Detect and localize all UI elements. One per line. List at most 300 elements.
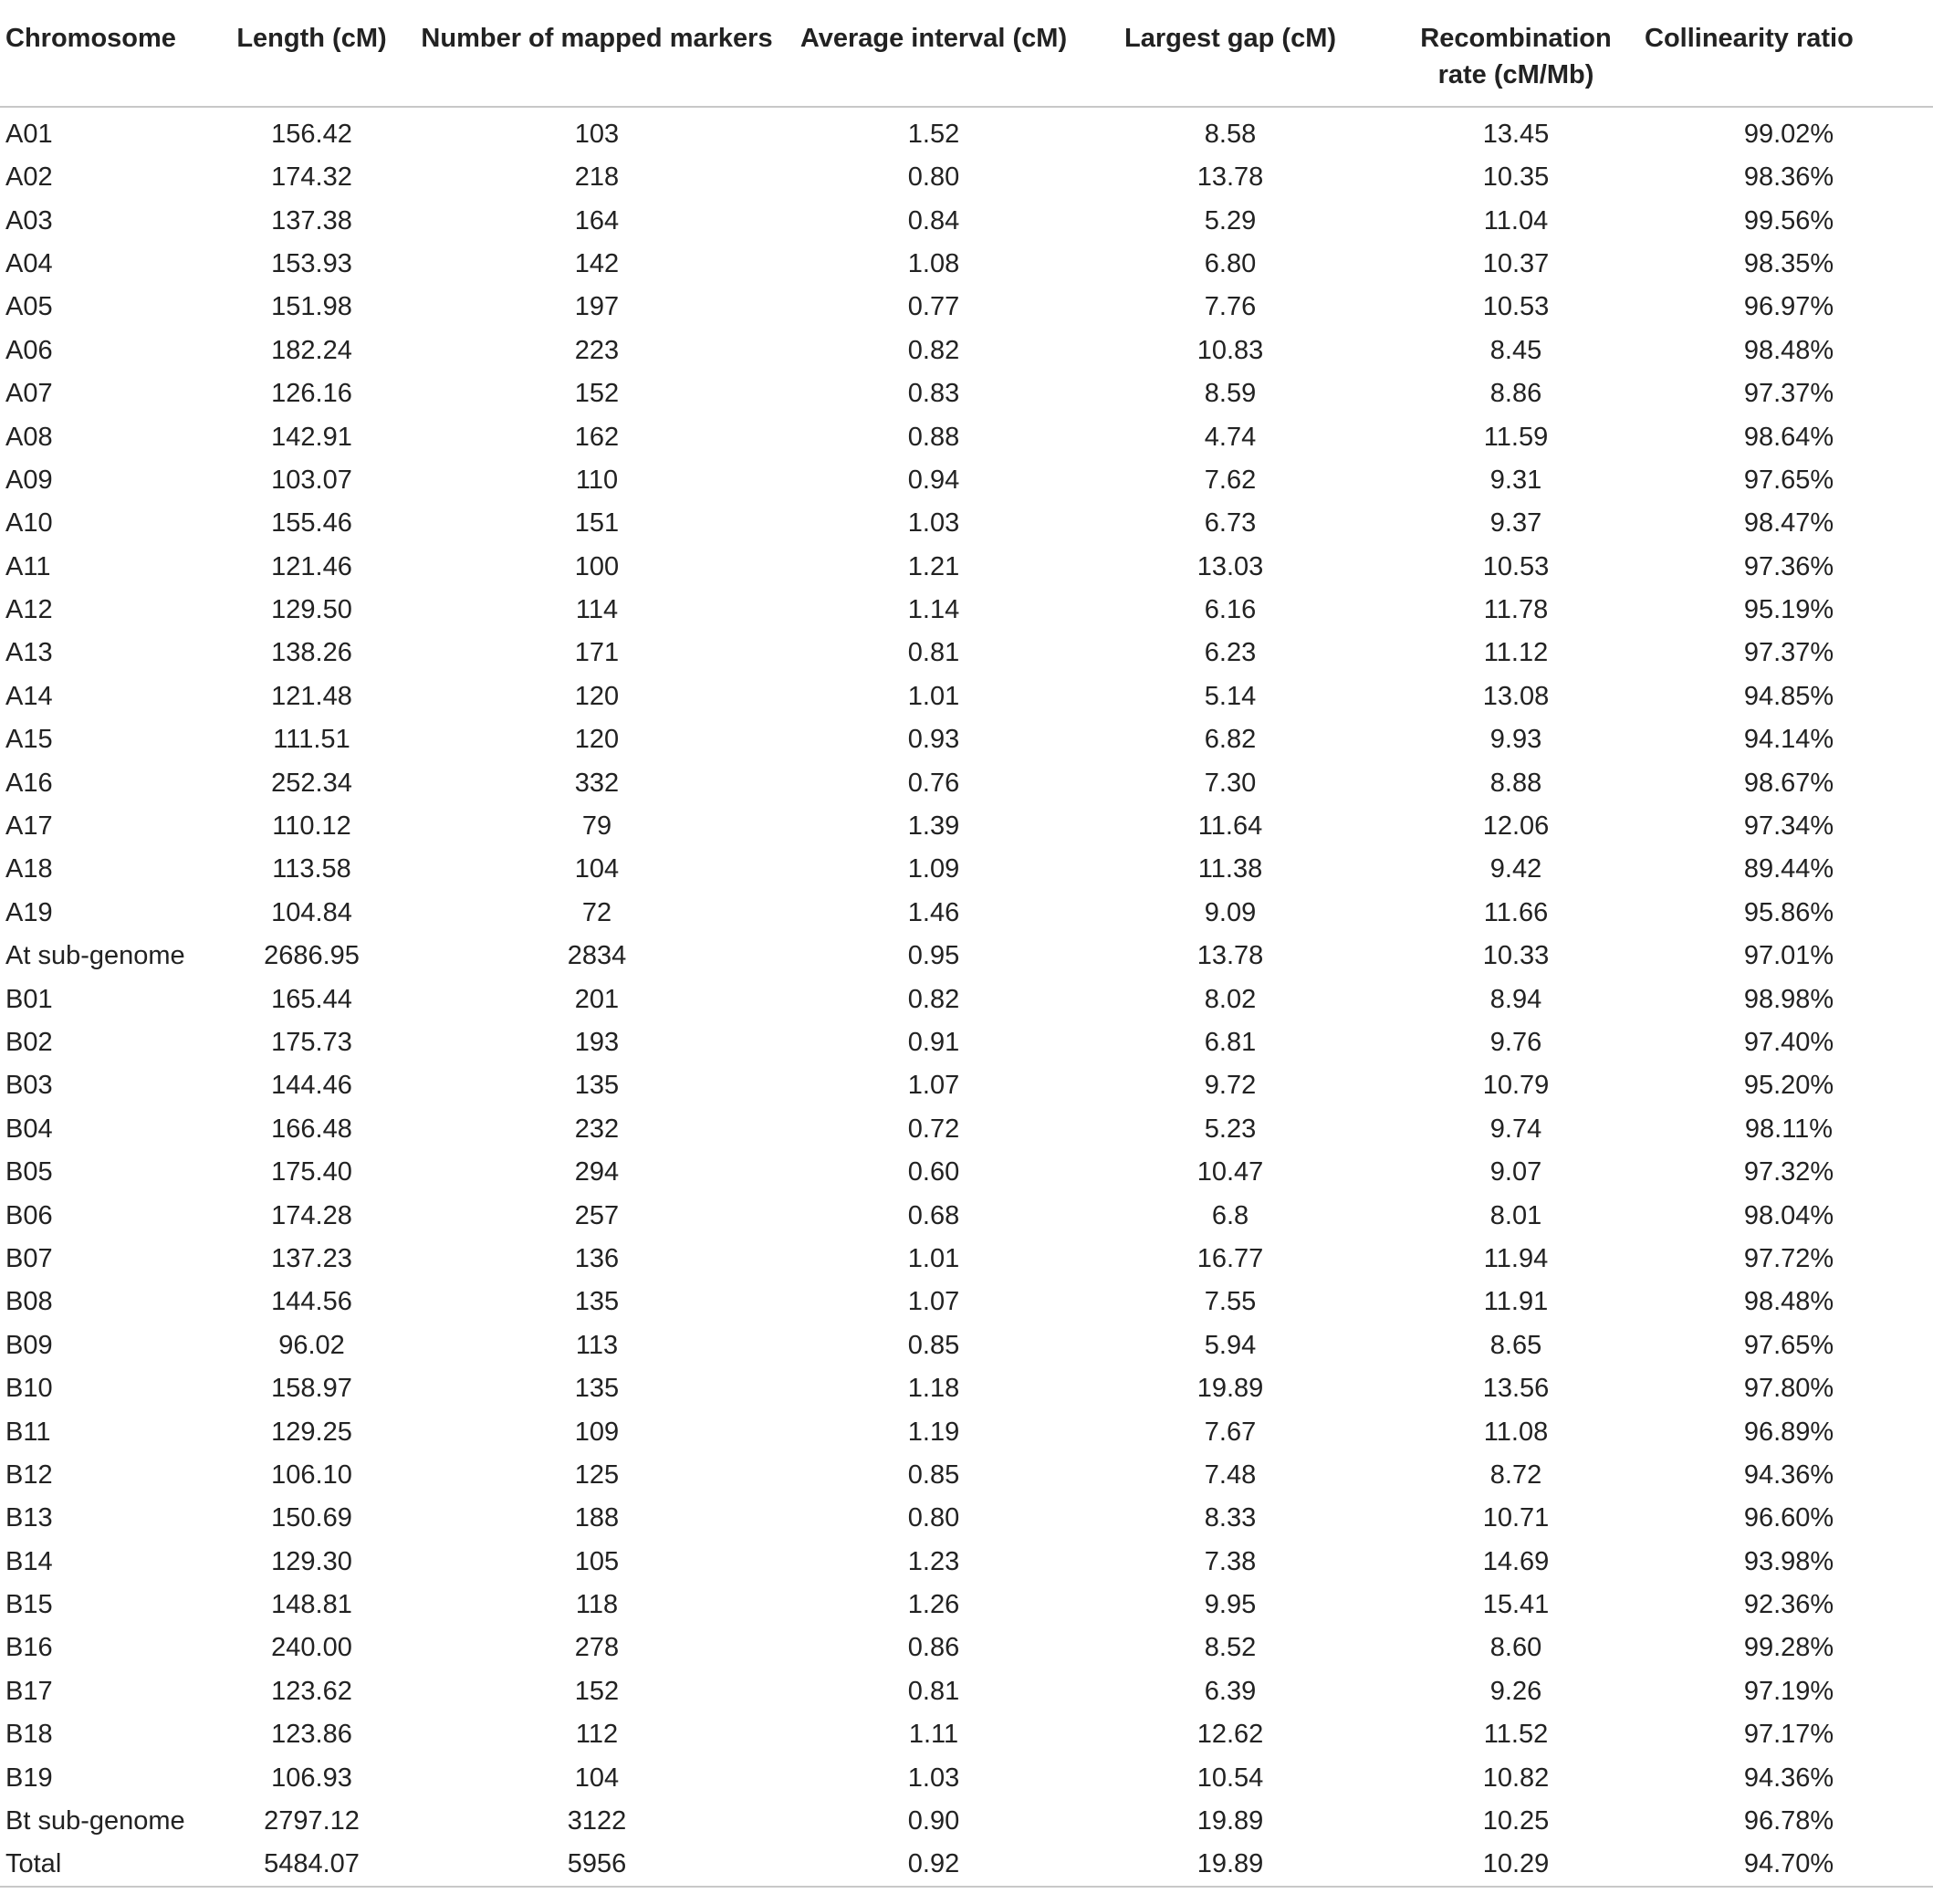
cell-average-interval: 0.81 (907, 638, 960, 668)
cell-chromosome: B15 (5, 1590, 53, 1620)
table-row (0, 1367, 1933, 1410)
cell-average-interval: 1.07 (907, 1287, 960, 1317)
cell-largest-gap: 7.67 (1204, 1417, 1257, 1447)
cell-recombination-rate: 8.72 (1489, 1459, 1542, 1490)
cell-largest-gap: 16.77 (1196, 1243, 1264, 1273)
cell-average-interval: 0.83 (907, 379, 960, 409)
cell-mapped-markers: 278 (574, 1633, 620, 1663)
cell-collinearity-ratio: 99.28% (1743, 1633, 1834, 1663)
cell-average-interval: 0.68 (907, 1200, 960, 1230)
cell-largest-gap: 10.54 (1196, 1763, 1264, 1793)
table-row (0, 892, 1933, 935)
cell-recombination-rate: 11.66 (1483, 897, 1549, 927)
cell-length: 123.62 (271, 1676, 352, 1706)
cell-average-interval: 0.92 (794, 1843, 1073, 1887)
cell-collinearity-ratio: 94.85% (1743, 681, 1834, 711)
cell-collinearity-ratio: 96.60% (1743, 1503, 1834, 1533)
cell-chromosome: A01 (5, 120, 53, 149)
cell-largest-gap: 6.8 (1211, 1200, 1249, 1230)
cell-mapped-markers: 72 (581, 897, 612, 927)
cell-recombination-rate: 10.35 (1482, 162, 1550, 193)
table-row (0, 1151, 1933, 1194)
cell-recombination-rate: 14.69 (1482, 1546, 1550, 1576)
cell-average-interval: 0.81 (907, 1676, 960, 1706)
cell-chromosome: At sub-genome (5, 941, 185, 971)
table-row (0, 675, 1933, 718)
table-row (0, 156, 1933, 199)
cell-length: 174.28 (271, 1200, 352, 1230)
cell-length: 144.56 (271, 1287, 352, 1317)
table-row (0, 1843, 1933, 1887)
cell-chromosome: A08 (5, 422, 53, 452)
cell-largest-gap: 6.73 (1204, 508, 1257, 539)
cell-mapped-markers: 193 (574, 1028, 620, 1057)
table-row (0, 1497, 1933, 1540)
cell-chromosome: A14 (5, 681, 53, 711)
cell-average-interval: 0.85 (907, 1459, 960, 1490)
cell-collinearity-ratio: 94.14% (1743, 725, 1834, 755)
cell-recombination-rate: 10.29 (1387, 1843, 1645, 1887)
cell-average-interval: 0.91 (907, 1028, 960, 1057)
cell-recombination-rate: 9.37 (1489, 508, 1542, 539)
cell-average-interval: 0.86 (907, 1633, 960, 1663)
cell-recombination-rate: 11.59 (1483, 422, 1549, 452)
cell-chromosome: A02 (5, 162, 53, 193)
table-row (0, 330, 1933, 372)
table-row (0, 718, 1933, 761)
table-row (0, 415, 1933, 458)
table-row (0, 848, 1933, 891)
cell-collinearity-ratio: 97.37% (1743, 379, 1834, 409)
cell-largest-gap: 8.02 (1204, 984, 1257, 1014)
table-header (0, 0, 1933, 107)
cell-largest-gap: 8.52 (1204, 1633, 1257, 1663)
cell-recombination-rate: 10.37 (1482, 248, 1550, 278)
cell-average-interval: 0.82 (907, 335, 960, 365)
cell-length: 121.48 (271, 681, 352, 711)
cell-collinearity-ratio: 96.89% (1743, 1417, 1834, 1447)
cell-chromosome: B17 (5, 1676, 53, 1706)
cell-length: 166.48 (271, 1114, 352, 1144)
header-row (0, 0, 1933, 107)
cell-recombination-rate: 9.74 (1489, 1114, 1542, 1144)
cell-recombination-rate: 10.71 (1482, 1503, 1550, 1533)
cell-recombination-rate: 9.07 (1489, 1157, 1542, 1187)
cell-length: 144.46 (271, 1071, 352, 1101)
cell-chromosome: A15 (5, 725, 53, 755)
cell-length: 151.98 (271, 292, 352, 322)
cell-mapped-markers: 152 (574, 379, 620, 409)
table-row (0, 1064, 1933, 1107)
header-average-interval (794, 0, 1073, 107)
cell-average-interval: 0.77 (907, 292, 960, 322)
cell-chromosome: A18 (5, 854, 53, 884)
cell-recombination-rate: 10.82 (1482, 1763, 1550, 1793)
cell-chromosome: B03 (5, 1071, 53, 1101)
cell-length: 5484.07 (224, 1843, 400, 1887)
cell-average-interval: 0.95 (907, 941, 960, 971)
table-body (0, 107, 1933, 1887)
cell-recombination-rate: 8.86 (1489, 379, 1542, 409)
cell-largest-gap: 10.83 (1196, 335, 1264, 365)
cell-collinearity-ratio: 97.19% (1743, 1676, 1834, 1706)
cell-largest-gap: 5.23 (1204, 1114, 1257, 1144)
cell-chromosome: A19 (5, 897, 53, 927)
cell-collinearity-ratio: 89.44% (1743, 854, 1834, 884)
cell-collinearity-ratio: 95.86% (1743, 897, 1834, 927)
cell-chromosome: B05 (5, 1157, 53, 1187)
cell-length: 129.25 (271, 1417, 352, 1447)
cell-collinearity-ratio: 96.97% (1743, 292, 1834, 322)
cell-average-interval: 1.09 (907, 854, 960, 884)
table-row (0, 632, 1933, 675)
table-row (0, 243, 1933, 286)
cell-collinearity-ratio: 97.32% (1743, 1157, 1834, 1187)
cell-length: 106.10 (271, 1459, 352, 1490)
table-row (0, 502, 1933, 545)
cell-chromosome: B12 (5, 1459, 53, 1490)
cell-collinearity-ratio: 98.48% (1743, 1287, 1834, 1317)
cell-length: 137.23 (271, 1243, 352, 1273)
cell-mapped-markers: 103 (574, 120, 620, 149)
cell-length: 106.93 (271, 1763, 352, 1793)
cell-largest-gap: 11.38 (1197, 854, 1263, 884)
cell-collinearity-ratio: 98.11% (1744, 1114, 1834, 1144)
cell-chromosome: B19 (5, 1763, 53, 1793)
table-row (0, 1281, 1933, 1323)
cell-average-interval: 0.72 (907, 1114, 960, 1144)
cell-recombination-rate: 11.04 (1483, 205, 1549, 235)
cell-average-interval: 1.18 (907, 1374, 960, 1404)
cell-length: 158.97 (271, 1374, 352, 1404)
cell-average-interval: 1.46 (907, 897, 960, 927)
header-line: Number of mapped markers (421, 24, 773, 53)
cell-mapped-markers: 162 (574, 422, 620, 452)
cell-average-interval: 0.76 (907, 768, 960, 798)
cell-length: 129.30 (271, 1546, 352, 1576)
cell-recombination-rate: 11.91 (1483, 1287, 1549, 1317)
cell-collinearity-ratio: 99.02% (1743, 120, 1834, 149)
header-line: Chromosome (5, 24, 176, 53)
cell-length: 138.26 (271, 638, 352, 668)
cell-largest-gap: 6.81 (1204, 1028, 1257, 1057)
cell-length: 126.16 (271, 379, 352, 409)
cell-length: 150.69 (271, 1503, 352, 1533)
cell-largest-gap: 7.30 (1204, 768, 1257, 798)
cell-length: 2686.95 (264, 941, 360, 971)
cell-largest-gap: 8.58 (1204, 120, 1257, 149)
cell-recombination-rate: 11.08 (1483, 1417, 1549, 1447)
cell-chromosome: B13 (5, 1503, 53, 1533)
cell-collinearity-ratio: 97.34% (1743, 811, 1834, 842)
cell-average-interval: 1.11 (908, 1720, 959, 1750)
cell-largest-gap: 13.78 (1196, 941, 1264, 971)
cell-average-interval: 1.14 (907, 595, 960, 625)
cell-chromosome: A06 (5, 335, 53, 365)
cell-average-interval: 1.01 (907, 681, 960, 711)
table-row (0, 978, 1933, 1020)
cell-collinearity-ratio: 95.19% (1743, 595, 1834, 625)
cell-collinearity-ratio: 98.47% (1743, 508, 1834, 539)
cell-recombination-rate: 10.25 (1482, 1806, 1550, 1836)
cell-mapped-markers: 142 (574, 248, 620, 278)
cell-collinearity-ratio: 98.64% (1743, 422, 1834, 452)
cell-average-interval: 1.03 (907, 1763, 960, 1793)
cell-collinearity-ratio: 98.48% (1743, 335, 1834, 365)
cell-largest-gap: 13.78 (1196, 162, 1264, 193)
table-row (0, 1021, 1933, 1064)
cell-length: 252.34 (271, 768, 352, 798)
cell-mapped-markers: 120 (574, 681, 620, 711)
cell-largest-gap: 7.55 (1204, 1287, 1257, 1317)
cell-chromosome: B04 (5, 1114, 53, 1144)
cell-chromosome: A04 (5, 248, 53, 278)
cell-mapped-markers: 104 (574, 854, 620, 884)
table-row (0, 1410, 1933, 1453)
cell-recombination-rate: 9.42 (1489, 854, 1542, 884)
cell-length: 165.44 (271, 984, 352, 1014)
cell-average-interval: 1.07 (907, 1071, 960, 1101)
cell-mapped-markers: 136 (574, 1243, 620, 1273)
cell-chromosome: A05 (5, 292, 53, 322)
cell-recombination-rate: 12.06 (1482, 811, 1550, 842)
cell-average-interval: 0.94 (907, 465, 960, 495)
cell-recombination-rate: 10.53 (1482, 292, 1550, 322)
cell-collinearity-ratio: 97.01% (1743, 941, 1834, 971)
cell-collinearity-ratio: 97.65% (1743, 1330, 1834, 1360)
cell-mapped-markers: 104 (574, 1763, 620, 1793)
cell-collinearity-ratio: 97.17% (1743, 1720, 1834, 1750)
cell-chromosome: A11 (5, 551, 51, 581)
cell-length: 2797.12 (264, 1806, 360, 1836)
cell-chromosome: B09 (5, 1330, 53, 1360)
header-collinearity-ratio (1645, 0, 1933, 107)
cell-length: 142.91 (271, 422, 352, 452)
cell-average-interval: 1.39 (907, 811, 960, 842)
cell-length: 113.58 (272, 854, 351, 884)
cell-average-interval: 0.90 (907, 1806, 960, 1836)
cell-mapped-markers: 2834 (567, 941, 627, 971)
cell-largest-gap: 7.76 (1204, 292, 1257, 322)
cell-chromosome: B07 (5, 1243, 53, 1273)
cell-collinearity-ratio: 97.40% (1743, 1028, 1834, 1057)
cell-average-interval: 0.88 (907, 422, 960, 452)
table-row (0, 372, 1933, 415)
cell-collinearity-ratio: 98.98% (1743, 984, 1834, 1014)
table-row (0, 199, 1933, 242)
cell-collinearity-ratio: 97.65% (1743, 465, 1834, 495)
cell-largest-gap: 6.39 (1204, 1676, 1257, 1706)
header-chromosome (0, 0, 224, 107)
cell-largest-gap: 5.94 (1204, 1330, 1257, 1360)
cell-collinearity-ratio: 96.78% (1743, 1806, 1834, 1836)
table-row (0, 286, 1933, 329)
cell-collinearity-ratio: 95.20% (1743, 1071, 1834, 1101)
header-largest-gap (1073, 0, 1387, 107)
cell-chromosome: A03 (5, 205, 53, 235)
cell-mapped-markers: 135 (574, 1287, 620, 1317)
cell-largest-gap: 13.03 (1196, 551, 1264, 581)
cell-length: 121.46 (271, 551, 352, 581)
cell-mapped-markers: 113 (575, 1330, 619, 1360)
cell-chromosome: B18 (5, 1720, 53, 1750)
cell-collinearity-ratio: 94.36% (1743, 1459, 1834, 1490)
cell-mapped-markers: 114 (575, 595, 619, 625)
cell-mapped-markers: 135 (574, 1071, 620, 1101)
cell-mapped-markers: 223 (574, 335, 620, 365)
table-row (0, 1324, 1933, 1367)
header-line: Length (cM) (236, 24, 387, 53)
cell-length: 182.24 (271, 335, 352, 365)
cell-collinearity-ratio: 98.36% (1743, 162, 1834, 193)
cell-average-interval: 0.60 (907, 1157, 960, 1187)
cell-chromosome: B02 (5, 1028, 53, 1057)
cell-length: 148.81 (271, 1590, 352, 1620)
cell-chromosome: B16 (5, 1633, 53, 1663)
cell-largest-gap: 6.16 (1204, 595, 1257, 625)
cell-length: 174.32 (271, 162, 352, 193)
cell-largest-gap: 19.89 (1196, 1374, 1264, 1404)
header-mapped-markers (400, 0, 794, 107)
cell-recombination-rate: 9.26 (1489, 1676, 1542, 1706)
cell-chromosome: A07 (5, 379, 53, 409)
cell-average-interval: 1.08 (907, 248, 960, 278)
table-row (0, 1238, 1933, 1281)
cell-chromosome: B06 (5, 1200, 53, 1230)
cell-recombination-rate: 8.01 (1489, 1200, 1542, 1230)
table-row (0, 1108, 1933, 1151)
header-line: Largest gap (cM) (1123, 24, 1337, 53)
header-length (224, 0, 400, 107)
cell-largest-gap: 7.38 (1204, 1546, 1257, 1576)
cell-recombination-rate: 10.33 (1482, 941, 1550, 971)
cell-chromosome: B10 (5, 1374, 53, 1404)
cell-average-interval: 1.01 (907, 1243, 960, 1273)
header-line: Recombination (1420, 24, 1612, 53)
cell-chromosome: Bt sub-genome (5, 1806, 185, 1836)
cell-length: 103.07 (271, 465, 352, 495)
cell-mapped-markers: 3122 (567, 1806, 627, 1836)
table-row (0, 589, 1933, 632)
cell-mapped-markers: 110 (575, 465, 619, 495)
cell-collinearity-ratio: 98.35% (1743, 248, 1834, 278)
cell-collinearity-ratio: 94.70% (1645, 1843, 1933, 1887)
cell-mapped-markers: 232 (574, 1114, 620, 1144)
cell-chromosome: B08 (5, 1287, 53, 1317)
cell-mapped-markers: 109 (574, 1417, 620, 1447)
cell-recombination-rate: 8.65 (1489, 1330, 1542, 1360)
cell-length: 96.02 (278, 1330, 345, 1360)
cell-length: 175.40 (271, 1157, 352, 1187)
cell-mapped-markers: 5956 (400, 1843, 794, 1887)
cell-mapped-markers: 135 (574, 1374, 620, 1404)
cell-collinearity-ratio: 97.72% (1743, 1243, 1834, 1273)
cell-average-interval: 0.80 (907, 162, 960, 193)
header-recombination-rate (1387, 0, 1645, 107)
cell-mapped-markers: 197 (574, 292, 620, 322)
cell-collinearity-ratio: 98.67% (1743, 768, 1834, 798)
cell-largest-gap: 10.47 (1196, 1157, 1264, 1187)
cell-largest-gap: 9.09 (1204, 897, 1257, 927)
cell-length: 240.00 (271, 1633, 352, 1663)
cell-largest-gap: 19.89 (1196, 1806, 1264, 1836)
cell-collinearity-ratio: 97.36% (1743, 551, 1834, 581)
cell-average-interval: 1.52 (907, 120, 960, 149)
table-row (0, 1713, 1933, 1756)
cell-largest-gap: 7.62 (1204, 465, 1257, 495)
cell-largest-gap: 6.82 (1204, 725, 1257, 755)
cell-mapped-markers: 218 (574, 162, 620, 193)
cell-mapped-markers: 105 (574, 1546, 620, 1576)
cell-recombination-rate: 11.52 (1483, 1720, 1549, 1750)
cell-length: 111.51 (273, 725, 350, 755)
cell-largest-gap: 11.64 (1197, 811, 1263, 842)
cell-largest-gap: 12.62 (1196, 1720, 1264, 1750)
cell-length: 137.38 (271, 205, 352, 235)
cell-mapped-markers: 332 (574, 768, 620, 798)
cell-length: 123.86 (271, 1720, 352, 1750)
cell-recombination-rate: 8.45 (1489, 335, 1542, 365)
cell-mapped-markers: 188 (574, 1503, 620, 1533)
table-row (0, 1541, 1933, 1584)
cell-largest-gap: 6.23 (1204, 638, 1257, 668)
cell-mapped-markers: 294 (574, 1157, 620, 1187)
table-row (0, 761, 1933, 804)
table-row (0, 1800, 1933, 1843)
cell-recombination-rate: 8.88 (1489, 768, 1542, 798)
cell-mapped-markers: 171 (574, 638, 620, 668)
cell-chromosome: A16 (5, 768, 53, 798)
cell-largest-gap: 5.29 (1204, 205, 1257, 235)
table-row (0, 107, 1933, 156)
cell-mapped-markers: 79 (581, 811, 612, 842)
cell-length: 104.84 (271, 897, 352, 927)
table-row (0, 1756, 1933, 1799)
cell-largest-gap: 9.95 (1204, 1590, 1257, 1620)
cell-recombination-rate: 10.53 (1482, 551, 1550, 581)
table-row (0, 459, 1933, 502)
cell-largest-gap: 19.89 (1073, 1843, 1387, 1887)
cell-chromosome: B14 (5, 1546, 53, 1576)
cell-recombination-rate: 9.93 (1489, 725, 1542, 755)
cell-chromosome: A12 (5, 595, 53, 625)
cell-mapped-markers: 164 (574, 205, 620, 235)
cell-collinearity-ratio: 97.37% (1743, 638, 1834, 668)
table-row (0, 1627, 1933, 1669)
cell-length: 110.12 (272, 811, 351, 842)
cell-average-interval: 1.21 (907, 551, 960, 581)
table-row (0, 1454, 1933, 1497)
cell-largest-gap: 9.72 (1204, 1071, 1257, 1101)
cell-recombination-rate: 8.60 (1489, 1633, 1542, 1663)
cell-mapped-markers: 112 (575, 1720, 619, 1750)
cell-length: 153.93 (271, 248, 352, 278)
cell-mapped-markers: 201 (574, 984, 620, 1014)
cell-average-interval: 1.19 (907, 1417, 960, 1447)
cell-chromosome: A13 (5, 638, 53, 668)
cell-chromosome: A10 (5, 508, 53, 539)
cell-chromosome: A09 (5, 465, 53, 495)
cell-mapped-markers: 118 (575, 1590, 619, 1620)
cell-recombination-rate: 13.08 (1482, 681, 1550, 711)
cell-average-interval: 0.82 (907, 984, 960, 1014)
table-row (0, 805, 1933, 848)
cell-collinearity-ratio: 92.36% (1743, 1590, 1834, 1620)
cell-largest-gap: 8.59 (1204, 379, 1257, 409)
header-line: Average interval (cM) (799, 24, 1068, 53)
cell-recombination-rate: 8.94 (1489, 984, 1542, 1014)
cell-collinearity-ratio: 99.56% (1743, 205, 1834, 235)
